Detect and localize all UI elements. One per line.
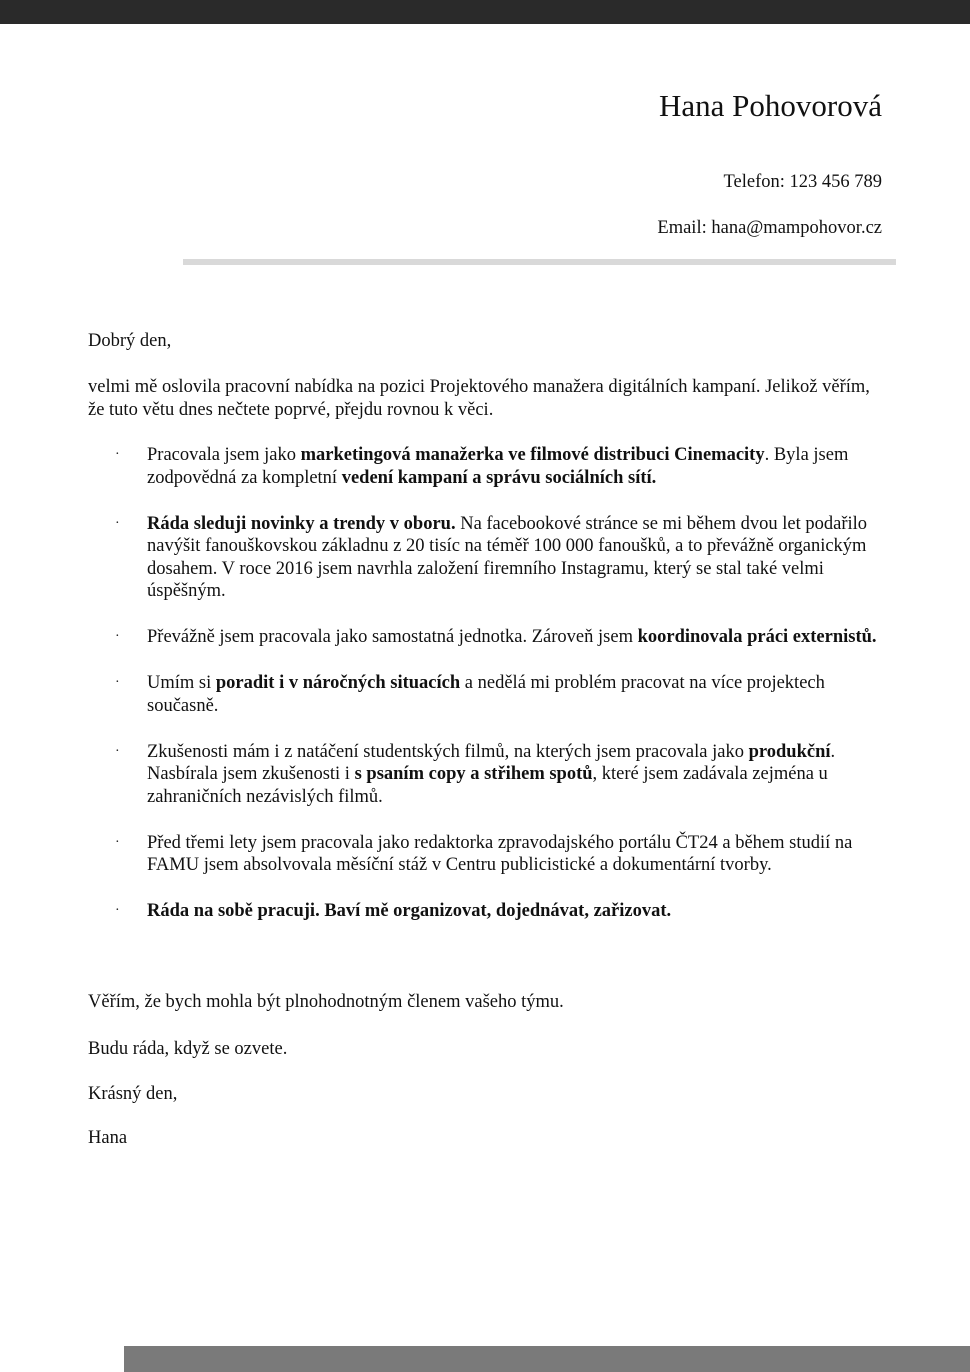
- bold-text: koordinovala práci externistů.: [637, 627, 877, 647]
- body-text: , které jsem zadávala zejména u zahraničních nezávislých filmů.: [147, 764, 828, 807]
- list-item: [88, 626, 888, 649]
- closing-line-1: Věřím, že bych mohla být plnohodnotným členem vašeho týmu.: [88, 992, 564, 1012]
- qualifications-list: [88, 444, 888, 946]
- bullet-marker: ·: [115, 743, 120, 759]
- bullet-marker: ·: [115, 834, 120, 850]
- list-item: [88, 900, 888, 923]
- applicant-name: Hana Pohovorová: [659, 88, 882, 123]
- bold-text: Ráda sleduji novinky a trendy v oboru.: [147, 513, 456, 534]
- body-text: Zkušenosti mám i z natáčení studentských filmů, na kterých jsem pracovala jako: [147, 741, 749, 762]
- phone-line: Telefon: 123 456 789: [723, 172, 882, 192]
- intro-paragraph: velmi mě oslovila pracovní nabídka na pozici Projektového manažera digitálních kampaní. Jelikož věřím, že tuto větu dnes nečtete poprvé, přejdu rovnou k věci.: [88, 377, 870, 420]
- top-decorative-bar: [0, 0, 970, 24]
- bold-text: poradit i v náročných situacích: [215, 673, 461, 693]
- list-item: [88, 513, 888, 603]
- bold-text: s psaním copy a střihem spotů: [354, 764, 593, 784]
- body-text: Na facebookové stránce se mi během dvou let podařilo navýšit fanouškovskou základnu z 20 tisíc na téměř 100 000 fanoušků, a to převážně organickým dosahem. V roce 2016 jsem navrhla založení firemního Instagramu, který se stal také velmi úspěšným.: [147, 513, 868, 601]
- list-item: [88, 832, 888, 877]
- list-item: [88, 672, 888, 717]
- bullet-marker: ·: [115, 629, 120, 644]
- bold-text: Ráda na sobě pracuji. Baví mě organizovat, dojednávat, zařizovat.: [147, 901, 672, 921]
- list-item: [88, 444, 888, 489]
- bottom-decorative-bar: [124, 1346, 970, 1372]
- body-text: a nedělá mi problém pracovat na více projektech současně.: [147, 673, 825, 716]
- bullet-marker: ·: [115, 515, 120, 531]
- header-divider: [183, 259, 896, 265]
- greeting: Dobrý den,: [88, 331, 172, 351]
- email-line: Email: hana@mampohovor.cz: [657, 218, 882, 238]
- bullet-marker: ·: [115, 447, 120, 462]
- bullet-marker: ·: [115, 675, 120, 690]
- body-text: . Nasbírala jsem zkušenosti i: [147, 741, 836, 784]
- body-text: . Byla jsem zodpovědná za kompletní: [147, 445, 849, 488]
- farewell: Krásný den,: [88, 1084, 178, 1104]
- bold-text: vedení kampaní a správu sociálních sítí.: [341, 467, 657, 488]
- list-item: [88, 741, 888, 809]
- body-text: Převážně jsem pracovala jako samostatná jednotka. Zároveň jsem: [147, 627, 638, 647]
- bold-text: produkční: [748, 741, 831, 762]
- closing-line-2: Budu ráda, když se ozvete.: [88, 1039, 288, 1059]
- bold-text: marketingová manažerka ve filmové distribuci Cinemacity: [300, 445, 765, 465]
- body-text: Pracovala jsem jako: [147, 445, 301, 465]
- body-text: Před třemi lety jsem pracovala jako redaktorka zpravodajského portálu ČT24 a během studií na FAMU jsem absolvovala měsíční stáž v Centru publicistické a dokumentární tvorby.: [147, 832, 853, 875]
- body-text: Umím si: [147, 673, 216, 693]
- signature: Hana: [88, 1128, 128, 1148]
- bullet-marker: ·: [115, 903, 120, 918]
